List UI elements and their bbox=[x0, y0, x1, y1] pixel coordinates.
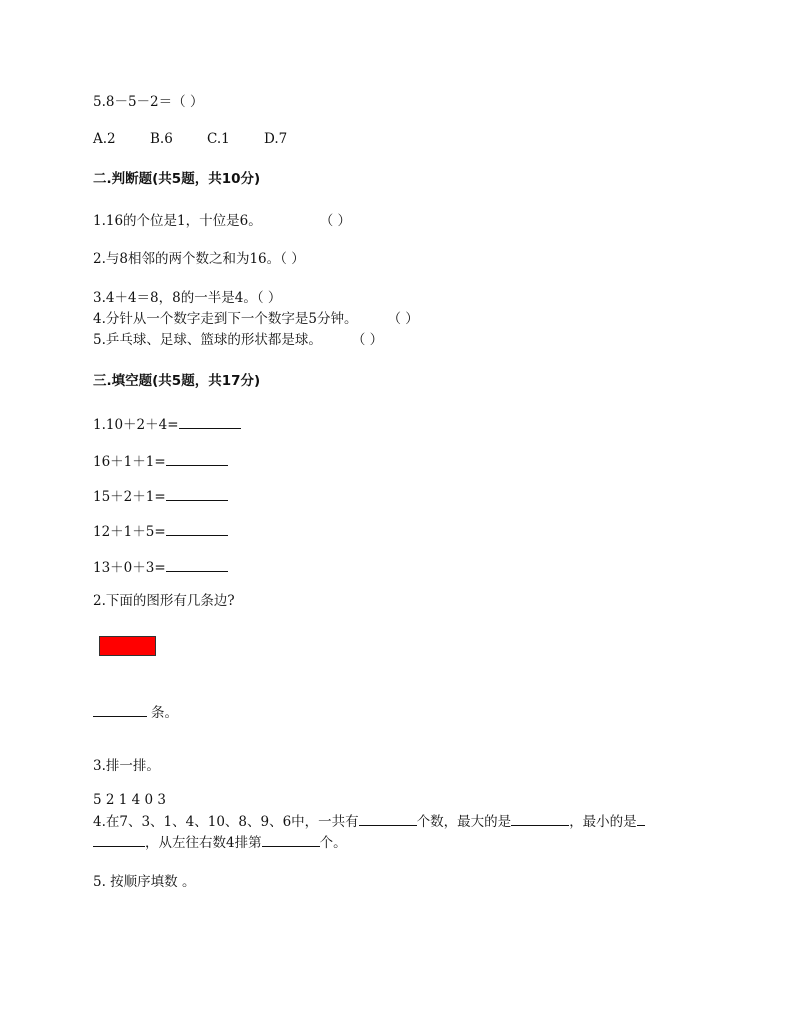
q4-text-4: ，从左往右数4排第 bbox=[145, 835, 262, 851]
q4-text-5: 个。 bbox=[319, 835, 347, 851]
answer-blank[interactable] bbox=[166, 486, 228, 501]
judgement-item-3 bbox=[93, 289, 281, 307]
fill-item-4 bbox=[93, 811, 645, 831]
answer-blank[interactable] bbox=[93, 702, 147, 717]
judgement-text: 3.4＋4＝8，8的一半是4。 bbox=[93, 290, 257, 306]
judgement-text: 1.16的个位是1，十位是6。 bbox=[93, 213, 262, 229]
fill-item-1a bbox=[93, 414, 241, 434]
answer-suffix: 条。 bbox=[151, 705, 178, 721]
judgement-text: 5.乒乓球、足球、篮球的形状都是球。 bbox=[93, 332, 322, 348]
expression: 12＋1＋5= bbox=[93, 524, 166, 540]
judgement-item-4 bbox=[93, 310, 419, 328]
option-d: D.7 bbox=[264, 131, 288, 147]
choice-options bbox=[93, 130, 321, 148]
fill-item-2-answer bbox=[93, 702, 178, 722]
q4-text-3: ，最小的是 bbox=[569, 814, 637, 830]
judgement-item-1 bbox=[93, 212, 351, 230]
judgement-item-5 bbox=[93, 331, 383, 349]
fill-item-5: 5. 按顺序填数 。 bbox=[93, 874, 196, 890]
option-a: A.2 bbox=[93, 131, 116, 147]
answer-blank[interactable] bbox=[166, 451, 228, 466]
expression: 15＋2＋1= bbox=[93, 489, 166, 505]
fill-item-1d bbox=[93, 521, 228, 541]
judgement-item-2 bbox=[93, 250, 305, 268]
answer-blank[interactable] bbox=[179, 414, 241, 429]
expression: 13＋0＋3= bbox=[93, 560, 166, 576]
fill-item-3-numbers: 5 2 1 4 0 3 bbox=[93, 792, 166, 808]
answer-blank-count[interactable] bbox=[359, 811, 417, 826]
expression: 1.10＋2＋4= bbox=[93, 417, 179, 433]
red-rectangle-shape bbox=[99, 636, 156, 656]
answer-paren: （ ） bbox=[256, 290, 282, 306]
judgement-text: 2.与8相邻的两个数之和为16。 bbox=[93, 251, 281, 267]
choice-question-stem: 5.8－5－2＝（ ） bbox=[93, 94, 204, 110]
fill-item-1b bbox=[93, 451, 228, 471]
q4-text-2: 个数，最大的是 bbox=[416, 814, 512, 830]
judgement-text: 4.分针从一个数字走到下一个数字是5分钟。 bbox=[93, 311, 358, 327]
answer-paren: （ ） bbox=[351, 332, 384, 348]
section-heading-fill: 三.填空题(共5题，共17分) bbox=[93, 373, 261, 389]
section-heading-judgement: 二.判断题(共5题，共10分) bbox=[93, 171, 261, 187]
fill-item-1c bbox=[93, 486, 228, 506]
fill-item-3: 3.排一排。 bbox=[93, 758, 160, 774]
fill-item-4-cont bbox=[93, 832, 347, 852]
q4-text-1: 4.在7、3、1、4、10、8、9、6中，一共有 bbox=[93, 814, 359, 830]
answer-blank-position[interactable] bbox=[262, 832, 320, 847]
fill-item-1e bbox=[93, 557, 228, 577]
answer-blank-min[interactable] bbox=[93, 832, 145, 847]
answer-blank-max[interactable] bbox=[511, 811, 569, 826]
expression: 16＋1＋1= bbox=[93, 454, 166, 470]
option-c: C.1 bbox=[207, 131, 230, 147]
answer-blank[interactable] bbox=[166, 521, 228, 536]
answer-paren: （ ） bbox=[280, 251, 305, 267]
answer-blank[interactable] bbox=[166, 557, 228, 572]
fill-item-2: 2.下面的图形有几条边? bbox=[93, 593, 235, 609]
answer-blank-min-start[interactable] bbox=[637, 811, 645, 826]
answer-paren: （ ） bbox=[319, 213, 352, 229]
option-b: B.6 bbox=[150, 131, 173, 147]
answer-paren: （ ） bbox=[387, 311, 419, 327]
